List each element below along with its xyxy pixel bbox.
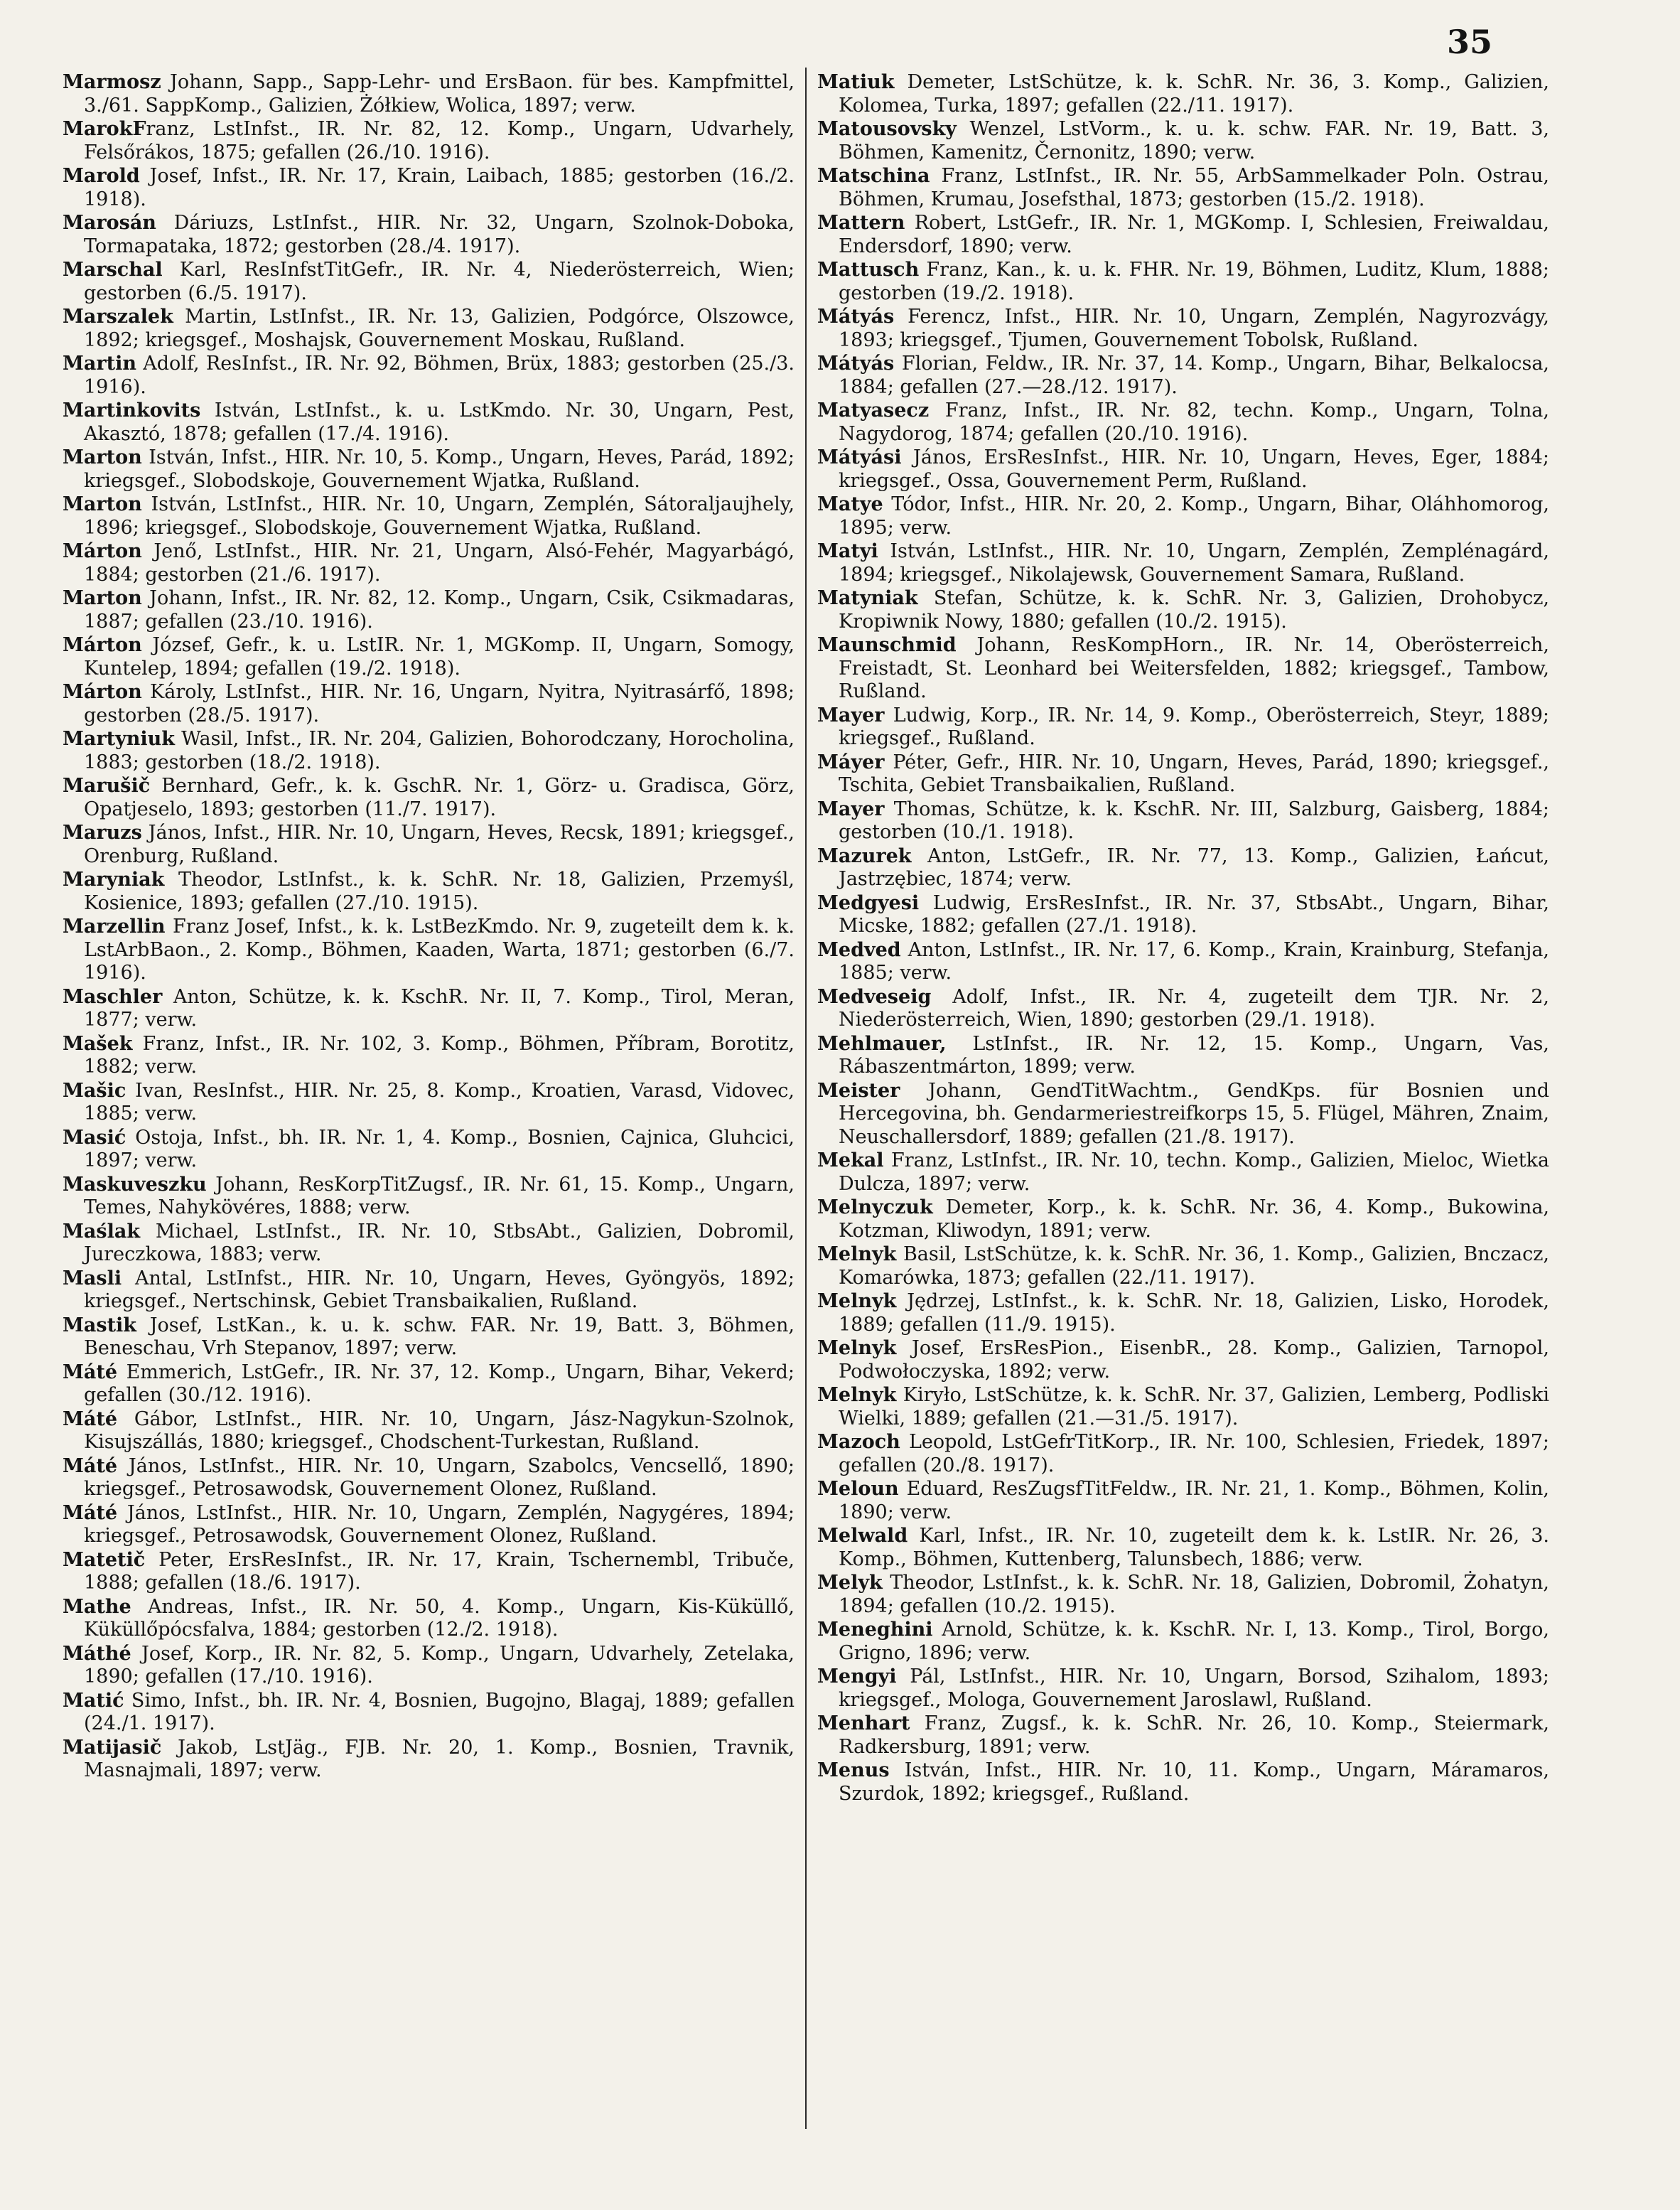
entry-surname: MarokF	[63, 118, 146, 140]
entry-surname: Matetič	[63, 1548, 146, 1571]
entry-details: Josef, Infst., IR. Nr. 17, Krain, Laibach, 1885; gestorben (16./2. 1918).	[84, 165, 795, 210]
entry-details: János, LstInfst., HIR. Nr. 10, Ungarn, Zemplén, Nagygéres, 1894; kriegsgef., Petrosawodsk, Gouvernement Olonez, Rußland.	[84, 1501, 795, 1547]
entry-surname: Marosán	[63, 212, 156, 234]
entry-surname: Medveseig	[817, 985, 932, 1008]
entry-details: Franz, Kan., k. u. k. FHR. Nr. 19, Böhmen, Luditz, Klum, 1888; gestorben (19./2. 1918).	[839, 259, 1549, 304]
entry-surname: Marton	[63, 446, 142, 468]
entry-details: Jakob, LstJäg., FJB. Nr. 20, 1. Komp., Bosnien, Travnik, Masnajmali, 1897; verw.	[84, 1736, 795, 1781]
entry-surname: Martyniuk	[63, 728, 175, 750]
register-entry	[817, 1080, 1549, 1149]
entry-surname: Melyk	[817, 1572, 883, 1594]
entry-surname: Márton	[63, 634, 142, 656]
entry-details: Bernhard, Gefr., k. k. GschR. Nr. 1, Görz- u. Gradisca, Görz, Opatjeselo, 1893; gestorben (11./7. 1917).	[84, 775, 795, 820]
entry-details: János, ErsResInfst., HIR. Nr. 10, Ungarn, Heves, Eger, 1884; kriegsgef., Ossa, Gouvernement Perm, Rußland.	[839, 446, 1549, 492]
register-entry	[817, 165, 1549, 211]
register-entry	[817, 751, 1549, 798]
entry-surname: Medgyesi	[817, 891, 920, 914]
page-number: 35	[1446, 23, 1492, 61]
entry-details: Theodor, LstInfst., k. k. SchR. Nr. 18, Galizien, Dobromil, Żohatyn, 1894; gefallen (10./2. 1915).	[839, 1572, 1549, 1617]
entry-surname: Maskuveszku	[63, 1173, 207, 1196]
entry-details: Adolf, Infst., IR. Nr. 4, zugeteilt dem TJR. Nr. 2, Niederösterreich, Wien, 1890; gestorben (29./1. 1918).	[839, 985, 1549, 1031]
register-entry	[817, 259, 1549, 305]
register-entry	[63, 869, 795, 915]
entry-details: Florian, Feldw., IR. Nr. 37, 14. Komp., Ungarn, Bihar, Belkalocsa, 1884; gefallen (27.—28./12. 1917).	[839, 353, 1549, 398]
entry-details: Anton, LstInfst., IR. Nr. 17, 6. Komp., Krain, Krainburg, Stefanja, 1885; verw.	[839, 938, 1549, 984]
entry-details: Ferencz, Infst., HIR. Nr. 10, Ungarn, Zemplén, Nagyrozvágy, 1893; kriegsgef., Tjumen, Gouvernement Tobolsk, Rußland.	[839, 306, 1549, 351]
entry-surname: Marton	[63, 493, 142, 515]
register-entry	[63, 1174, 795, 1220]
entry-surname: Mašek	[63, 1032, 133, 1055]
register-entry	[63, 634, 795, 680]
entry-surname: Mattern	[817, 212, 905, 234]
register-entry	[63, 587, 795, 633]
entry-details: Adolf, ResInfst., IR. Nr. 92, Böhmen, Brüx, 1883; gestorben (25./3. 1916).	[84, 353, 795, 398]
entry-details: Franz, Zugsf., k. k. SchR. Nr. 26, 10. Komp., Steiermark, Radkersburg, 1891; verw.	[839, 1712, 1549, 1758]
entry-details: Gábor, LstInfst., HIR. Nr. 10, Ungarn, Jász-Nagykun-Szolnok, Kisujszállás, 1880; kriegsgef., Chodschent-Turkestan, Rußland.	[84, 1407, 795, 1453]
register-entry	[817, 798, 1549, 844]
register-entry	[817, 892, 1549, 938]
entry-details: Dáriuzs, LstInfst., HIR. Nr. 32, Ungarn, Szolnok-Doboka, Tormapataka, 1872; gestorben (28./4. 1917).	[84, 212, 795, 257]
entry-details: Tódor, Infst., HIR. Nr. 20, 2. Komp., Ungarn, Bihar, Oláhhomorog, 1895; verw.	[839, 493, 1549, 539]
entry-details: Franz, Infst., IR. Nr. 102, 3. Komp., Böhmen, Příbram, Borotitz, 1882; verw.	[84, 1032, 795, 1078]
register-entry	[63, 1267, 795, 1314]
entry-details: István, Infst., HIR. Nr. 10, 11. Komp., Ungarn, Máramaros, Szurdok, 1892; kriegsgef., Rußland.	[839, 1759, 1549, 1805]
entry-surname: Mátyás	[817, 306, 895, 328]
entry-surname: Matousovsky	[817, 118, 957, 140]
register-entry	[817, 1619, 1549, 1665]
register-entry	[63, 1502, 795, 1548]
entry-details: István, LstInfst., k. u. LstKmdo. Nr. 30, Ungarn, Pest, Akasztó, 1878; gefallen (17./4. 1916).	[84, 399, 795, 445]
entry-details: Josef, ErsResPion., EisenbR., 28. Komp., Galizien, Tarnopol, Podwołoczyska, 1892; verw.	[839, 1337, 1549, 1383]
register-entry	[817, 986, 1549, 1032]
entry-surname: Máté	[63, 1501, 118, 1524]
entry-surname: Mátyási	[817, 446, 902, 468]
register-entry	[63, 1127, 795, 1173]
entry-details: LstInfst., IR. Nr. 12, 15. Komp., Ungarn, Vas, Rábaszentmárton, 1899; verw.	[839, 1032, 1549, 1078]
entry-surname: Melnyk	[817, 1290, 897, 1312]
register-entry	[817, 353, 1549, 399]
entry-details: Johann, ResKompHorn., IR. Nr. 14, Oberösterreich, Freistadt, St. Leonhard bei Weitersfelden, 1882; kriegsgef., Tambow, Rußland.	[839, 634, 1549, 702]
entry-surname: Márton	[63, 540, 142, 562]
entry-details: Franz, LstInfst., IR. Nr. 55, ArbSammelkader Poln. Ostrau, Böhmen, Krumau, Josefsthal, 1873; gestorben (15./2. 1918).	[839, 165, 1549, 210]
entry-surname: Melnyk	[817, 1384, 897, 1406]
entry-details: Michael, LstInfst., IR. Nr. 10, StbsAbt., Galizien, Dobromil, Jureczkowa, 1883; verw.	[84, 1220, 795, 1265]
entry-surname: Máté	[63, 1407, 118, 1430]
left-column	[63, 71, 795, 1783]
register-entry	[63, 1596, 795, 1642]
entry-details: Theodor, LstInfst., k. k. SchR. Nr. 18, Galizien, Przemyśl, Kosienice, 1893; gefallen (27./10. 1915).	[84, 869, 795, 914]
entry-surname: Mayer	[817, 798, 885, 820]
entry-details: Karl, ResInfstTitGefr., IR. Nr. 4, Niederösterreich, Wien; gestorben (6./5. 1917).	[84, 259, 795, 304]
entry-surname: Mazoch	[817, 1431, 900, 1453]
entry-surname: Mazurek	[817, 844, 912, 867]
entry-details: István, LstInfst., HIR. Nr. 10, Ungarn, Zemplén, Zemplénagárd, 1894; kriegsgef., Nikolajewsk, Gouvernement Samara, Rußland.	[839, 540, 1549, 586]
entry-surname: Melnyk	[817, 1337, 897, 1359]
entry-surname: Mastik	[63, 1314, 137, 1336]
entry-surname: Menhart	[817, 1712, 910, 1734]
entry-details: Antal, LstInfst., HIR. Nr. 10, Ungarn, Heves, Gyöngyös, 1892; kriegsgef., Nertschinsk, Gebiet Transbaikalien, Rußland.	[84, 1267, 795, 1312]
column-divider	[805, 68, 807, 2129]
entry-details: Ostoja, Infst., bh. IR. Nr. 1, 4. Komp., Bosnien, Cajnica, Gluhcici, 1897; verw.	[84, 1126, 795, 1171]
entry-surname: Menus	[817, 1759, 890, 1781]
entry-surname: Martinkovits	[63, 399, 201, 422]
entry-surname: Meneghini	[817, 1619, 933, 1641]
register-entry	[817, 1290, 1549, 1336]
entry-details: Ludwig, Korp., IR. Nr. 14, 9. Komp., Oberösterreich, Steyr, 1889; kriegsgef., Rußland.	[839, 704, 1549, 749]
entry-details: Wenzel, LstVorm., k. u. k. schw. FAR. Nr. 19, Batt. 3, Böhmen, Kamenitz, Černonitz, 1890; verw.	[839, 118, 1549, 163]
entry-details: Martin, LstInfst., IR. Nr. 13, Galizien, Podgórce, Olszowce, 1892; kriegsgef., Moshajsk, Gouvernement Moskau, Rußland.	[84, 306, 795, 351]
entry-surname: Maślak	[63, 1220, 141, 1243]
entry-surname: Mayer	[817, 704, 885, 726]
entry-details: Franz, LstInfst., IR. Nr. 10, techn. Komp., Galizien, Mieloc, Wietka Dulcza, 1897; verw.	[839, 1149, 1549, 1195]
entry-details: Demeter, Korp., k. k. SchR. Nr. 36, 4. Komp., Bukowina, Kotzman, Kliwodyn, 1891; verw.	[839, 1196, 1549, 1242]
entry-details: Wasil, Infst., IR. Nr. 204, Galizien, Bohorodczany, Horocholina, 1883; gestorben (18./2. 1918).	[84, 728, 795, 773]
entry-surname: Márton	[63, 681, 142, 703]
entry-details: Josef, Korp., IR. Nr. 82, 5. Komp., Ungarn, Udvarhely, Zetelaka, 1890; gefallen (17./10. 1916).	[84, 1642, 795, 1688]
register-entry	[63, 916, 795, 985]
register-entry	[817, 540, 1549, 586]
register-entry	[63, 1737, 795, 1783]
register-entry	[63, 493, 795, 540]
register-entry	[817, 1337, 1549, 1383]
entry-details: Thomas, Schütze, k. k. KschR. Nr. III, Salzburg, Gaisberg, 1884; gestorben (10./1. 1918).	[839, 798, 1549, 843]
entry-details: Josef, LstKan., k. u. k. schw. FAR. Nr. 19, Batt. 3, Böhmen, Beneschau, Vrh Stepanov, 1897; verw.	[84, 1314, 795, 1359]
entry-details: Karl, Infst., IR. Nr. 10, zugeteilt dem k. k. LstIR. Nr. 26, 3. Komp., Böhmen, Kuttenberg, Talunsbech, 1886; verw.	[839, 1525, 1549, 1570]
register-entry	[63, 1408, 795, 1454]
entry-details: István, Infst., HIR. Nr. 10, 5. Komp., Ungarn, Heves, Parád, 1892; kriegsgef., Slobodskoje, Gouvernement Wjatka, Rußland.	[84, 446, 795, 492]
entry-surname: Masić	[63, 1126, 126, 1149]
entry-details: Basil, LstSchütze, k. k. SchR. Nr. 36, 1. Komp., Galizien, Bnczacz, Komarówka, 1873; gefallen (22./11. 1917).	[839, 1243, 1549, 1289]
register-entry	[63, 1455, 795, 1501]
entry-surname: Máthé	[63, 1642, 131, 1665]
entry-details: Eduard, ResZugsfTitFeldw., IR. Nr. 21, 1. Komp., Böhmen, Kolin, 1890; verw.	[839, 1478, 1549, 1523]
register-entry	[817, 399, 1549, 446]
entry-surname: Marmosz	[63, 71, 161, 93]
entry-surname: Medved	[817, 938, 901, 961]
entry-details: Péter, Gefr., HIR. Nr. 10, Ungarn, Heves, Parád, 1890; kriegsgef., Tschita, Gebiet Transbaikalien, Rußland.	[839, 751, 1549, 796]
register-entry	[817, 1196, 1549, 1243]
entry-surname: Matye	[817, 493, 883, 515]
register-entry	[63, 165, 795, 211]
entry-surname: Martin	[63, 353, 136, 375]
entry-details: Kiryło, LstSchütze, k. k. SchR. Nr. 37, Galizien, Lemberg, Podliski Wielki, 1889; gefallen (21.—31./5. 1917).	[839, 1384, 1549, 1429]
register-entry	[63, 118, 795, 164]
entry-surname: Maruzs	[63, 822, 142, 844]
register-entry	[63, 1221, 795, 1267]
entry-details: Anton, Schütze, k. k. KschR. Nr. II, 7. Komp., Tirol, Meran, 1877; verw.	[84, 985, 795, 1031]
register-entry	[817, 306, 1549, 352]
register-entry	[63, 1643, 795, 1689]
entry-details: János, Infst., HIR. Nr. 10, Ungarn, Heves, Recsk, 1891; kriegsgef., Orenburg, Rußland.	[84, 822, 795, 867]
entry-details: János, LstInfst., HIR. Nr. 10, Ungarn, Szabolcs, Vencsellő, 1890; kriegsgef., Petrosawodsk, Gouvernement Olonez, Rußland.	[84, 1454, 795, 1500]
entry-surname: Maschler	[63, 985, 163, 1008]
entry-details: Leopold, LstGefrTitKorp., IR. Nr. 100, Schlesien, Friedek, 1897; gefallen (20./8. 1917).	[839, 1431, 1549, 1476]
register-entry	[63, 71, 795, 117]
entry-details: Anton, LstGefr., IR. Nr. 77, 13. Komp., Galizien, Łańcut, Jastrzębiec, 1874; verw.	[839, 844, 1549, 890]
register-entry	[817, 1243, 1549, 1289]
register-entry	[63, 1033, 795, 1079]
entry-details: Jenő, LstInfst., HIR. Nr. 21, Ungarn, Alsó-Fehér, Magyarbágó, 1884; gestorben (21./6. 1917).	[84, 540, 795, 586]
register-entry	[63, 1314, 795, 1361]
register-entry	[817, 704, 1549, 751]
register-entry	[63, 259, 795, 305]
entry-surname: Matiuk	[817, 71, 895, 93]
entry-surname: Mathe	[63, 1595, 131, 1618]
entry-details: Stefan, Schütze, k. k. SchR. Nr. 3, Galizien, Drohobycz, Kropiwnik Nowy, 1880; gefallen (10./2. 1915).	[839, 587, 1549, 633]
register-entry	[817, 118, 1549, 164]
entry-details: Johann, GendTitWachtm., GendKps. für Bosnien und Hercegovina, bh. Gendarmeriestreifkorps 15, 5. Flügel, Mähren, Znaim, Neuschallersdorf, 1889; gefallen (21./8. 1917).	[839, 1079, 1549, 1148]
register-entry	[63, 728, 795, 774]
entry-details: Johann, Sapp., Sapp-Lehr- und ErsBaon. für bes. Kampfmittel, 3./61. SappKomp., Galizien, Żółkiew, Wolica, 1897; verw.	[84, 71, 795, 117]
register-entry	[63, 822, 795, 868]
entry-details: Franz, Infst., IR. Nr. 82, techn. Komp., Ungarn, Tolna, Nagydorog, 1874; gefallen (20./10. 1916).	[839, 399, 1549, 445]
entry-surname: Mašic	[63, 1079, 126, 1102]
entry-details: Ivan, ResInfst., HIR. Nr. 25, 8. Komp., Kroatien, Varasd, Vidovec, 1885; verw.	[84, 1079, 795, 1125]
register-entry	[817, 1384, 1549, 1430]
register-entry	[817, 212, 1549, 258]
register-entry	[63, 1549, 795, 1595]
register-entry	[817, 1431, 1549, 1477]
entry-surname: Matyasecz	[817, 399, 930, 422]
entry-surname: Melnyk	[817, 1243, 897, 1265]
register-entry	[817, 634, 1549, 704]
register-entry	[817, 1149, 1549, 1196]
entry-details: Arnold, Schütze, k. k. KschR. Nr. I, 13. Komp., Tirol, Borgo, Grigno, 1896; verw.	[839, 1619, 1549, 1664]
register-entry	[63, 399, 795, 446]
entry-details: József, Gefr., k. u. LstIR. Nr. 1, MGKomp. II, Ungarn, Somogy, Kuntelep, 1894; gefallen (19./2. 1918).	[84, 634, 795, 680]
entry-surname: Matschina	[817, 165, 930, 187]
register-entry	[817, 1478, 1549, 1524]
entry-surname: Mehlmauer,	[817, 1032, 947, 1055]
register-entry	[817, 1572, 1549, 1618]
entry-surname: Mengyi	[817, 1665, 897, 1688]
register-entry	[817, 71, 1549, 117]
entry-surname: Mátyás	[817, 353, 895, 375]
register-entry	[817, 446, 1549, 493]
entry-surname: Máté	[63, 1361, 118, 1383]
entry-surname: Mattusch	[817, 259, 920, 281]
register-entry	[63, 306, 795, 352]
entry-details: Pál, LstInfst., HIR. Nr. 10, Ungarn, Borsod, Szihalom, 1893; kriegsgef., Mologa, Gouvernement Jaroslawl, Rußland.	[839, 1665, 1549, 1711]
entry-details: Andreas, Infst., IR. Nr. 50, 4. Komp., Ungarn, Kis-Küküllő, Küküllőpócsfalva, 1884; gestorben (12./2. 1918).	[84, 1595, 795, 1641]
entry-surname: Mekal	[817, 1149, 884, 1171]
register-entry	[817, 493, 1549, 540]
entry-surname: Matyniak	[817, 587, 918, 609]
entry-surname: Maunschmid	[817, 634, 957, 656]
register-entry	[817, 939, 1549, 985]
entry-surname: Matić	[63, 1689, 124, 1712]
entry-surname: Marschal	[63, 259, 163, 281]
register-entry	[63, 1361, 795, 1407]
register-entry	[817, 1525, 1549, 1571]
register-entry	[817, 1759, 1549, 1806]
entry-details: Robert, LstGefr., IR. Nr. 1, MGKomp. I, Schlesien, Freiwaldau, Endersdorf, 1890; verw.	[839, 212, 1549, 257]
register-entry	[63, 540, 795, 586]
register-entry	[817, 587, 1549, 633]
entry-surname: Meloun	[817, 1478, 899, 1500]
register-entry	[63, 681, 795, 727]
entry-details: Simo, Infst., bh. IR. Nr. 4, Bosnien, Bugojno, Blagaj, 1889; gefallen (24./1. 1917).	[84, 1689, 795, 1734]
entry-surname: Melnyczuk	[817, 1196, 933, 1218]
entry-details: Demeter, LstSchütze, k. k. SchR. Nr. 36, 3. Komp., Galizien, Kolomea, Turka, 1897; gefallen (22./11. 1917).	[839, 71, 1549, 117]
entry-details: Franz Josef, Infst., k. k. LstBezKmdo. Nr. 9, zugeteilt dem k. k. LstArbBaon., 2. Komp., Böhmen, Kaaden, Warta, 1871; gestorben (6./7. 1916).	[84, 916, 795, 984]
entry-surname: Matijasič	[63, 1736, 162, 1759]
entry-surname: Marton	[63, 587, 142, 609]
entry-surname: Matyi	[817, 540, 878, 562]
entry-surname: Maryniak	[63, 869, 165, 891]
entry-details: Emmerich, LstGefr., IR. Nr. 37, 12. Komp., Ungarn, Bihar, Vekerd; gefallen (30./12. 1916).	[84, 1361, 795, 1406]
right-column	[817, 71, 1549, 1806]
entry-surname: Máté	[63, 1454, 118, 1477]
entry-details: ranz, LstInfst., IR. Nr. 82, 12. Komp., Ungarn, Udvarhely, Felsőrákos, 1875; gefallen (26./10. 1916).	[84, 118, 795, 163]
entry-details: Peter, ErsResInfst., IR. Nr. 17, Krain, Tschernembl, Tribuče, 1888; gefallen (18./6. 1917).	[84, 1548, 795, 1594]
entry-details: Jędrzej, LstInfst., k. k. SchR. Nr. 18, Galizien, Lisko, Horodek, 1889; gefallen (11./9. 1915).	[839, 1290, 1549, 1336]
entry-surname: Marušič	[63, 775, 151, 797]
register-entry	[817, 1665, 1549, 1712]
register-entry	[817, 845, 1549, 891]
entry-surname: Marzellin	[63, 916, 166, 938]
entry-details: Johann, ResKorpTitZugsf., IR. Nr. 61, 15. Komp., Ungarn, Temes, Nahykövéres, 1888; verw.	[84, 1173, 795, 1218]
register-entry	[63, 212, 795, 258]
register-entry	[817, 1712, 1549, 1759]
entry-details: István, LstInfst., HIR. Nr. 10, Ungarn, Zemplén, Sátoraljaujhely, 1896; kriegsgef., Slobodskoje, Gouvernement Wjatka, Rußland.	[84, 493, 795, 539]
entry-surname: Marold	[63, 165, 140, 187]
entry-surname: Máyer	[817, 751, 885, 773]
register-entry	[817, 1033, 1549, 1079]
register-entry	[63, 1690, 795, 1736]
entry-surname: Meister	[817, 1079, 900, 1102]
entry-surname: Masli	[63, 1267, 122, 1289]
register-entry	[63, 446, 795, 493]
entry-surname: Marszalek	[63, 306, 173, 328]
entry-details: Károly, LstInfst., HIR. Nr. 16, Ungarn, Nyitra, Nyitrasárfő, 1898; gestorben (28./5. 1917).	[84, 681, 795, 726]
entry-details: Ludwig, ErsResInfst., IR. Nr. 37, StbsAbt., Ungarn, Bihar, Micske, 1882; gefallen (27./1. 1918).	[839, 891, 1549, 937]
register-entry	[63, 353, 795, 399]
register-entry	[63, 1080, 795, 1126]
register-entry	[63, 986, 795, 1032]
entry-details: Johann, Infst., IR. Nr. 82, 12. Komp., Ungarn, Csik, Csikmadaras, 1887; gefallen (23./10. 1916).	[84, 587, 795, 633]
entry-surname: Melwald	[817, 1525, 908, 1547]
register-entry	[63, 775, 795, 821]
